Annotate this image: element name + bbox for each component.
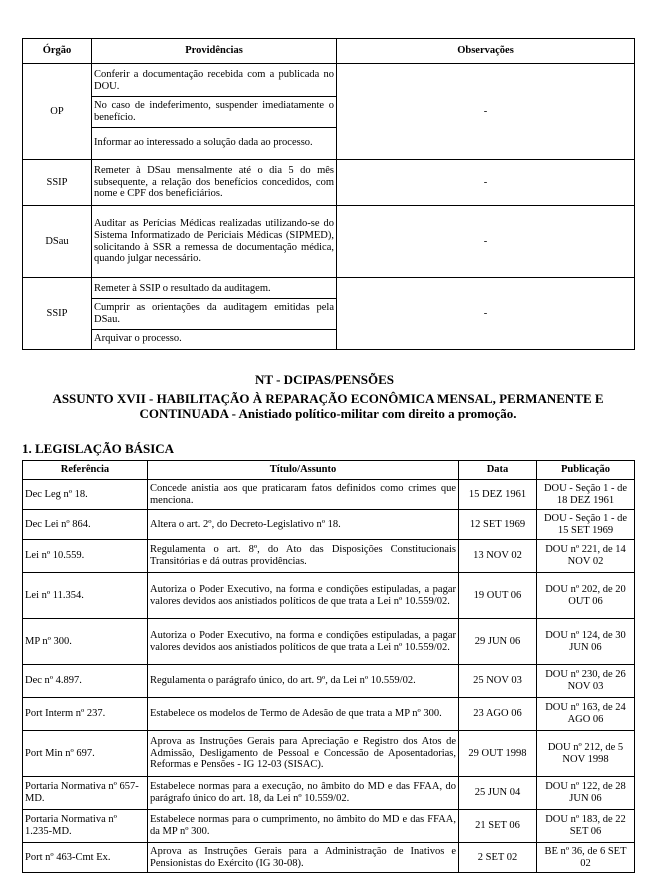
publicacao-cell: DOU nº 163, de 24 AGO 06: [537, 698, 635, 731]
orgao-cell: SSIP: [23, 160, 92, 206]
data-cell: 19 OUT 06: [459, 573, 537, 619]
publicacao-cell: DOU nº 124, de 30 JUN 06: [537, 619, 635, 665]
providencias-table: [22, 38, 635, 350]
titulo-cell: Altera o art. 2º, do Decreto-Legislativo nº 18.: [148, 510, 459, 540]
orgao-cell: SSIP: [23, 278, 92, 350]
assunto-heading: [22, 391, 634, 421]
titulo-cell: Estabelece os modelos de Termo de Adesão de que trata a MP nº 300.: [148, 698, 459, 731]
providencia-item: Remeter à SSIP o resultado da auditagem.: [92, 280, 336, 299]
publicacao-cell: DOU nº 122, de 28 JUN 06: [537, 777, 635, 810]
titulo-cell: Estabelece normas para a execução, no âmbito do MD e das FFAA, do parágrafo único do art. 18, da Lei nº 10.559/02.: [148, 777, 459, 810]
publicacao-cell: DOU nº 202, de 20 OUT 06: [537, 573, 635, 619]
titulo-cell: Aprova as Instruções Gerais para Apreciação e Registro dos Atos de Admissão, Desligamento de Pessoal e Concessão de Aposentadorias, Reformas e Pensões - IG 12-03 (SISAC).: [148, 731, 459, 777]
legislacao-heading: 1. LEGISLAÇÃO BÁSICA: [22, 441, 175, 456]
publicacao-cell: DOU nº 212, de 5 NOV 1998: [537, 731, 635, 777]
table-row: [23, 843, 635, 873]
data-cell: 25 JUN 04: [459, 777, 537, 810]
publicacao-cell: BE nº 36, de 6 SET 02: [537, 843, 635, 873]
table-row: [23, 278, 635, 350]
providencia-item: Remeter à DSau mensalmente até o dia 5 do mês subsequente, a relação dos benefícios concedidos, com nome e CPF dos beneficiários.: [92, 160, 337, 206]
header-data: Data: [459, 461, 537, 480]
data-cell: 21 SET 06: [459, 810, 537, 843]
titulo-cell: Autoriza o Poder Executivo, na forma e condições estipuladas, a pagar valores devidos aos anistiados políticos de que trata a Lei nº 10.559/02.: [148, 573, 459, 619]
providencias-cell: [92, 64, 337, 160]
providencias-cell: [92, 278, 337, 350]
referencia-cell: Lei nº 10.559.: [23, 540, 148, 573]
observacoes-cell: -: [337, 160, 635, 206]
titulo-cell: Concede anistia aos que praticaram fatos definidos como crimes que menciona.: [148, 480, 459, 510]
section-title: NT - DCIPAS/PENSÕES: [255, 372, 394, 387]
publicacao-cell: DOU nº 230, de 26 NOV 03: [537, 665, 635, 698]
table-header-row: [23, 39, 635, 64]
table-row: [23, 64, 635, 160]
referencia-cell: Port nº 463-Cmt Ex.: [23, 843, 148, 873]
table-row: [23, 619, 635, 665]
table-row: [23, 665, 635, 698]
observacoes-cell: -: [337, 64, 635, 160]
referencia-cell: Dec nº 4.897.: [23, 665, 148, 698]
table-row: [23, 540, 635, 573]
titulo-cell: Aprova as Instruções Gerais para a Administração de Inativos e Pensionistas do Exército (IG 30-08).: [148, 843, 459, 873]
header-referencia: Referência: [23, 461, 148, 480]
header-orgao: Órgão: [23, 39, 92, 64]
titulo-cell: Regulamenta o parágrafo único, do art. 9º, da Lei nº 10.559/02.: [148, 665, 459, 698]
assunto-title: ASSUNTO XVII - HABILITAÇÃO À REPARAÇÃO ECONÔMICA MENSAL, PERMANENTE E CONTINUADA: [52, 391, 604, 421]
publicacao-cell: DOU - Seção 1 - de 18 DEZ 1961: [537, 480, 635, 510]
providencia-item: Arquivar o processo.: [94, 332, 182, 344]
providencia-item: Conferir a documentação recebida com a publicada no DOU.: [92, 66, 336, 97]
titulo-cell: Estabelece normas para o cumprimento, no âmbito do MD e das FFAA, da MP nº 300.: [148, 810, 459, 843]
table-row: [23, 698, 635, 731]
publicacao-cell: DOU nº 221, de 14 NOV 02: [537, 540, 635, 573]
data-cell: 12 SET 1969: [459, 510, 537, 540]
data-cell: 29 OUT 1998: [459, 731, 537, 777]
assunto-subtitle: - Anistiado político-militar com direito a promoção.: [228, 406, 517, 421]
referencia-cell: Dec Lei nº 864.: [23, 510, 148, 540]
providencia-item: Cumprir as orientações da auditagem emitidas pela DSau.: [92, 298, 336, 329]
titulo-cell: Autoriza o Poder Executivo, na forma e condições estipuladas, a pagar valores devidos aos anistiados políticos de que trata a Lei nº 10.559/02.: [148, 619, 459, 665]
data-cell: 15 DEZ 1961: [459, 480, 537, 510]
table-row: [23, 573, 635, 619]
referencia-cell: Lei nº 11.354.: [23, 573, 148, 619]
orgao-cell: DSau: [23, 206, 92, 278]
providencia-item: Informar ao interessado a solução dada ao processo.: [94, 136, 313, 148]
referencia-cell: Portaria Normativa nº 1.235-MD.: [23, 810, 148, 843]
referencia-cell: Dec Leg nº 18.: [23, 480, 148, 510]
table-row: [23, 480, 635, 510]
referencia-cell: Portaria Normativa nº 657-MD.: [23, 777, 148, 810]
table-row: [23, 810, 635, 843]
data-cell: 13 NOV 02: [459, 540, 537, 573]
publicacao-cell: DOU - Seção 1 - de 15 SET 1969: [537, 510, 635, 540]
providencia-item: No caso de indeferimento, suspender imediatamente o benefício.: [92, 96, 336, 127]
observacoes-cell: -: [337, 278, 635, 350]
header-providencias: Providências: [92, 39, 337, 64]
orgao-cell: OP: [23, 64, 92, 160]
referencia-cell: Port Interm nº 237.: [23, 698, 148, 731]
table-row: [23, 777, 635, 810]
header-observacoes: Observações: [337, 39, 635, 64]
table-header-row: [23, 461, 635, 480]
data-cell: 25 NOV 03: [459, 665, 537, 698]
legislacao-table: [22, 460, 635, 873]
table-row: [23, 510, 635, 540]
providencia-item: Auditar as Perícias Médicas realizadas utilizando-se do Sistema Informatizado de Periciais Médicas (SIPMED), solicitando à SSR a remessa de documentação médica, quando julgar necessário.: [92, 206, 337, 278]
publicacao-cell: DOU nº 183, de 22 SET 06: [537, 810, 635, 843]
titulo-cell: Regulamenta o art. 8º, do Ato das Disposições Constitucionais Transitórias e dá outras providências.: [148, 540, 459, 573]
data-cell: 2 SET 02: [459, 843, 537, 873]
data-cell: 29 JUN 06: [459, 619, 537, 665]
header-titulo: Título/Assunto: [148, 461, 459, 480]
referencia-cell: MP nº 300.: [23, 619, 148, 665]
header-publicacao: Publicação: [537, 461, 635, 480]
table-row: [23, 731, 635, 777]
data-cell: 23 AGO 06: [459, 698, 537, 731]
referencia-cell: Port Min nº 697.: [23, 731, 148, 777]
table-row: [23, 160, 635, 206]
table-row: [23, 206, 635, 278]
observacoes-cell: -: [337, 206, 635, 278]
